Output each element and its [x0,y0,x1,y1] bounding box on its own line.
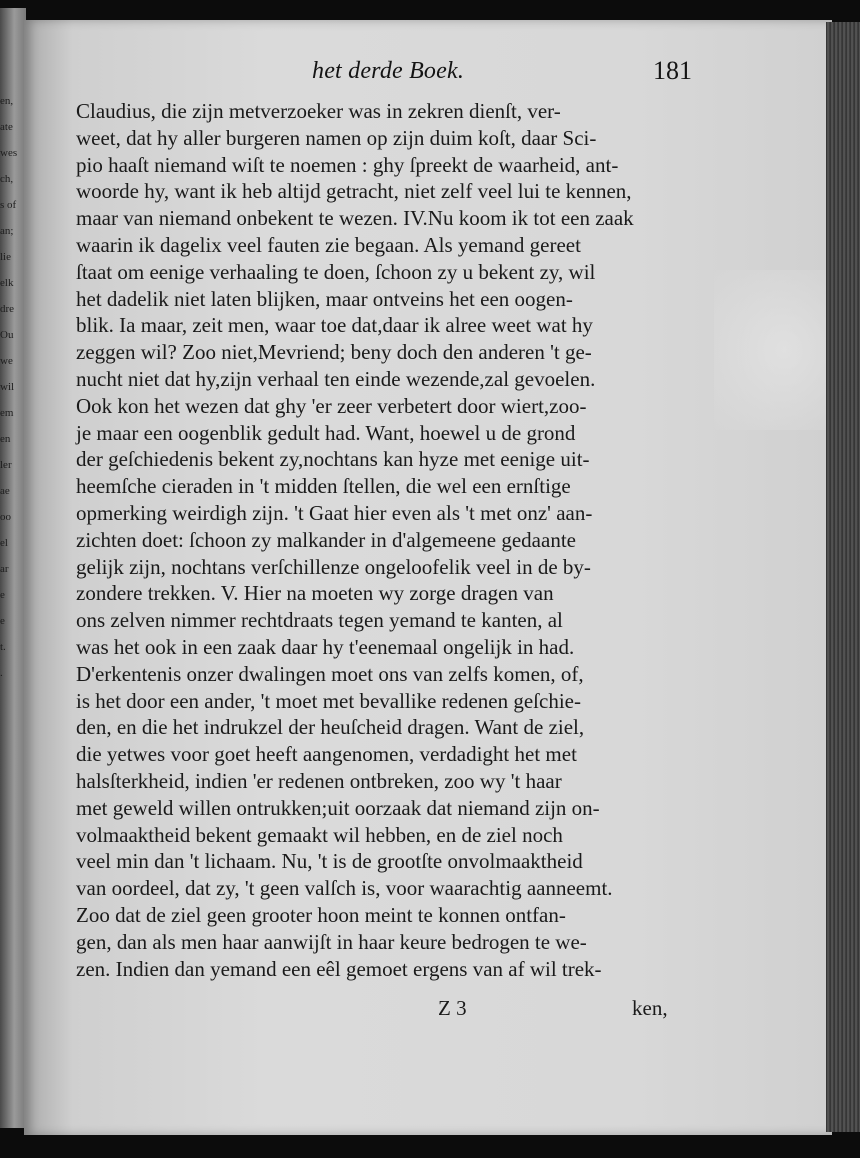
left-page-fragment: em [0,407,14,419]
left-page-fragment: ch, [0,173,14,185]
text-line: ſtaat om eenige verhaaling te doen, ſchoon zy u bekent zy, wil [76,259,596,284]
text-line: veel min dan 't lichaam. Nu, 't is de grootſte onvolmaaktheid [76,849,583,874]
left-page-fragment: an; [0,225,14,237]
left-page-fragment: lie [0,251,11,263]
left-page-fragment: ae [0,485,10,497]
left-page-fragment: wes [0,147,18,159]
left-page-fragment: e [0,615,5,627]
running-head: het derde Boek. [312,58,465,84]
left-page-fragment: e [0,589,5,601]
text-line: opmerking weirdigh zijn. 't Gaat hier even als 't met onz' aan- [76,500,593,525]
text-line: je maar een oogenblik gedult had. Want, hoewel u de grond [76,420,576,445]
text-line: blik. Ia maar, zeit men, waar toe dat,daar ik alree weet wat hy [76,313,593,338]
left-page-fragment: elk [0,277,14,289]
left-page-fragment: oo [0,511,11,523]
left-page-fragment: ate [0,121,13,133]
text-line: Claudius, die zijn metverzoeker was in zekren dienſt, ver- [76,99,561,123]
text-line: van oordeel, dat zy, 't geen valſch is, voor waarachtig aanneemt. [76,876,613,901]
left-page-fragment: el [0,537,8,549]
left-page-fragment: we [0,355,13,367]
text-line: was het ook in een zaak daar hy t'eenemaal ongelijk in had. [76,634,575,659]
left-page-fragment: s of [0,199,17,211]
text-line: waarin ik dagelix veel fauten zie begaan. Als yemand gereet [76,232,581,257]
body-text [76,98,696,982]
text-line: die yetwes voor goet heeft aangenomen, verdadight het met [76,742,577,767]
left-page-fragment: en [0,433,11,445]
left-page-fragment: t. [0,641,6,653]
text-line: Zoo dat de ziel geen grooter hoon meint te konnen ontfan- [76,902,566,927]
text-line: der geſchiedenis bekent zy,nochtans kan hyze met eenige uit- [76,447,590,472]
catchword: ken, [632,996,668,1020]
text-line: nucht niet dat hy,zijn verhaal ten einde wezende,zal gevoelen. [76,366,596,391]
text-line: zeggen wil? Zoo niet,Mevriend; beny doch den anderen 't ge- [76,340,592,365]
left-page-sliver [0,8,26,1128]
text-line: gelijk zijn, nochtans verſchillenze ongeloofelik veel in de by- [76,554,591,579]
text-line: woorde hy, want ik heb altijd getracht, niet zelf veel lui te kennen, [76,179,632,204]
left-page-text-fragments [0,88,20,728]
page-number: 181 [653,56,692,85]
text-line: is het door een ander, 't moet met bevallike redenen geſchie- [76,688,581,713]
text-line: zondere trekken. V. Hier na moeten wy zorge dragen van [76,581,554,606]
text-line: D'erkentenis onzer dwalingen moet ons van zelfs komen, of, [76,661,584,686]
left-page-fragment: dre [0,303,15,315]
text-line: ons zelven nimmer rechtdraats tegen yemand te kanten, al [76,608,563,633]
signature-mark: Z 3 [438,996,467,1020]
text-line: den, en die het indrukzel der heuſcheid dragen. Want de ziel, [76,715,585,740]
text-line: gen, dan als men haar aanwijſt in haar keure bedrogen te we- [76,929,587,954]
left-page-fragment: ler [0,459,12,471]
text-line: weet, dat hy aller burgeren namen op zijn duim koſt, daar Sci- [76,125,597,150]
text-line: maar van niemand onbekent te wezen. IV.Nu koom ik tot een zaak [76,206,634,231]
text-line: halsſterkheid, indien 'er redenen ontbreken, zoo wy 't haar [76,768,562,793]
page-block-edge [826,22,860,1132]
text-line: met geweld willen ontrukken;uit oorzaak dat niemand zijn on- [76,795,600,820]
text-line: zichten doet: ſchoon zy malkander in d'algemeene gedaante [76,527,576,552]
left-page-fragment: . [0,667,3,679]
text-line: pio haaſt niemand wiſt te noemen : ghy ſpreekt de waarheid, ant- [76,152,619,177]
text-line: volmaaktheid bekent gemaakt wil hebben, en de ziel noch [76,822,563,847]
text-line: zen. Indien dan yemand een eêl gemoet ergens van af wil trek- [76,956,602,981]
left-page-fragment: en, [0,95,14,107]
left-page-fragment: wil [0,381,15,393]
text-line: heemſche cieraden in 't midden ſtellen, die wel een ernſtige [76,474,571,499]
text-line: Ook kon het wezen dat ghy 'er zeer verbetert door wiert,zoo- [76,393,587,418]
left-page-fragment: ar [0,563,9,575]
left-page-fragment: Ou [0,329,14,341]
text-line: het dadelik niet laten blijken, maar ontveins het een oogen- [76,286,573,311]
